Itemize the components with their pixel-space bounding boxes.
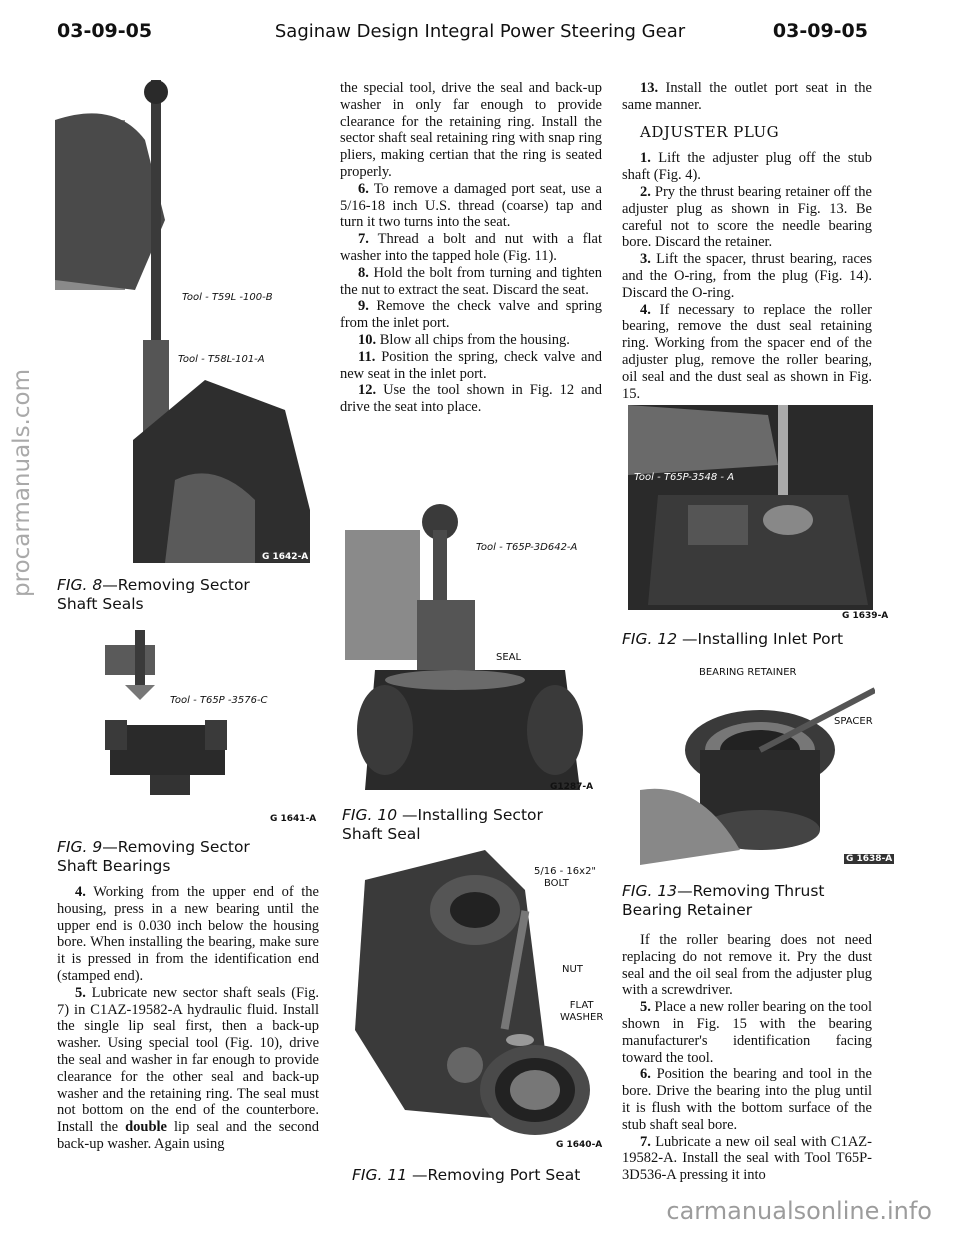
fig12-photo <box>628 405 873 610</box>
step-4: 4. Working from the upper end of the housing, press in a new bearing until the upper end is 0.030 inch below the housing bore. When installing the bearing, make sure it is pressed in from the identification end (stamped end). <box>57 884 319 984</box>
step-6: 6. To remove a damaged port seat, use a 5/16-18 inch U.S. thread (coarse) tap and turn it two turns into the seat. <box>340 180 602 231</box>
adjuster-step-4: 4. If necessary to replace the roller bearing, remove the dust seal retaining ring. Working from the spacer end of the adjuster plug, remove the roller bearing, oil seal and the dust seal as shown in Fig. 15. <box>622 301 872 402</box>
fig11-washer-label: FLAT WASHER <box>560 1000 604 1023</box>
page-title: Saginaw Design Integral Power Steering Gear <box>274 21 686 42</box>
step-10: 10. Blow all chips from the housing. <box>358 331 570 348</box>
fig8-caption: FIG. 8—Removing Sector Shaft Seals <box>57 576 250 613</box>
step-5: 5. Lubricate new sector shaft seals (Fig. 7) in C1AZ-19582-A hydraulic fluid. Install the single lip seal first, then a back-up washer. Using special tool (Fig. 10), drive the seal and washer in far enough to provide clearance for the other seal and back-up washer and the retaining ring. The seal must not bottom on the end of the counterbore. Install the double lip seal and the second back-up washer. Again using <box>57 984 319 1152</box>
page-number-right: 03-09-05 <box>772 20 868 42</box>
column-3-text-bottom <box>622 932 872 1184</box>
install-step-6: 6. Position the bearing and tool in the bore. Drive the bearing into the plug until it is flush with the bottom surface of the stub shaft seal bore. <box>622 1066 872 1133</box>
fig10-code: G1287-A <box>550 782 594 792</box>
column-3-text-top <box>622 80 872 402</box>
section-heading-adjuster-plug: ADJUSTER PLUG <box>640 122 780 141</box>
fig13-caption: FIG. 13—Removing Thrust Bearing Retainer <box>622 882 825 919</box>
fig13-spacer-label: SPACER <box>834 716 873 727</box>
fig12-tool-label: Tool - T65P-3548 - A <box>634 472 735 483</box>
fig9-photo <box>95 625 230 805</box>
side-watermark: procarmanuals.com <box>9 369 35 597</box>
fig8-photo <box>55 80 310 563</box>
adjuster-step-1: 1. Lift the adjuster plug off the stub shaft (Fig. 4). <box>622 150 872 184</box>
fig8-number: FIG. 8 <box>57 576 103 594</box>
step-9: 9. Remove the check valve and spring from the inlet port. <box>340 298 602 332</box>
page-number-left: 03-09-05 <box>57 20 153 42</box>
adjuster-step-2: 2. Pry the thrust bearing retainer off the adjuster plug as shown in Fig. 13. Be careful not to score the needle bearing bore. Discard the retainer. <box>622 183 872 251</box>
fig11-nut-label: NUT <box>562 964 583 975</box>
fig11-bolt-label: 5/16 - 16x2" BOLT <box>534 866 597 889</box>
bottom-watermark: carmanualsonline.info <box>666 1197 932 1225</box>
fig12-code: G 1639-A <box>842 611 889 621</box>
fig11-photo <box>345 850 595 1150</box>
fig12-caption: FIG. 12 —Installing Inlet Port <box>622 630 844 648</box>
fig10-seal-label: SEAL <box>496 652 522 663</box>
install-step-5: 5. Place a new roller bearing on the tool shown in Fig. 15 with the bearing manufacturer's identification facing toward the tool. <box>622 999 872 1066</box>
fig9-tool-label: Tool - T65P -3576-C <box>170 695 268 706</box>
step-13: 13. Install the outlet port seat in the same manner. <box>622 80 872 113</box>
step-8: 8. Hold the bolt from turning and tighten the nut to extract the seat. Discard the seat. <box>340 264 602 298</box>
fig10-tool-label: Tool - T65P-3D642-A <box>476 542 578 553</box>
roller-bearing-note: If the roller bearing does not need replacing do not remove it. Pry the dust seal and the oil seal from the adjuster plug with a screwdriver. <box>622 932 872 999</box>
step-7: 7. Thread a bolt and nut with a flat washer into the tapped hole (Fig. 11). <box>340 231 602 264</box>
fig8-code: G 1642-A <box>262 552 309 562</box>
continued-paragraph: the special tool, drive the seal and back-up washer in only far enough to provide clearance for the retaining ring. Install the sector shaft seal retaining ring with snap ring pliers, making certian that the ring is seated properly. <box>340 80 602 180</box>
fig13-retainer-label: BEARING RETAINER <box>699 667 797 678</box>
fig11-caption: FIG. 11 —Removing Port Seat <box>352 1166 581 1184</box>
fig8-tool2-label: Tool - T58L-101-A <box>178 354 265 365</box>
step-11: 11. Position the spring, check valve and new seat in the inlet port. <box>340 348 602 382</box>
column-1-text <box>57 884 319 1153</box>
fig9-code: G 1641-A <box>270 814 317 824</box>
fig8-tool1-label: Tool - T59L -100-B <box>182 292 273 303</box>
fig9-caption: FIG. 9—Removing Sector Shaft Bearings <box>57 838 250 875</box>
adjuster-step-3: 3. Lift the spacer, thrust bearing, races and the O-ring, from the plug (Fig. 14). Discard the O-ring. <box>622 251 872 301</box>
fig10-caption: FIG. 10 —Installing Sector Shaft Seal <box>342 806 543 843</box>
fig13-photo <box>640 670 875 865</box>
step-12: 12. Use the tool shown in Fig. 12 and drive the seat into place. <box>340 382 602 416</box>
fig13-code: G 1638-A <box>846 854 893 864</box>
install-step-7: 7. Lubricate a new oil seal with C1AZ-19582-A. Install the seal with Tool T65P-3D536-A pressing it into <box>622 1133 872 1184</box>
column-2-text <box>340 80 602 416</box>
fig11-code: G 1640-A <box>556 1140 603 1150</box>
